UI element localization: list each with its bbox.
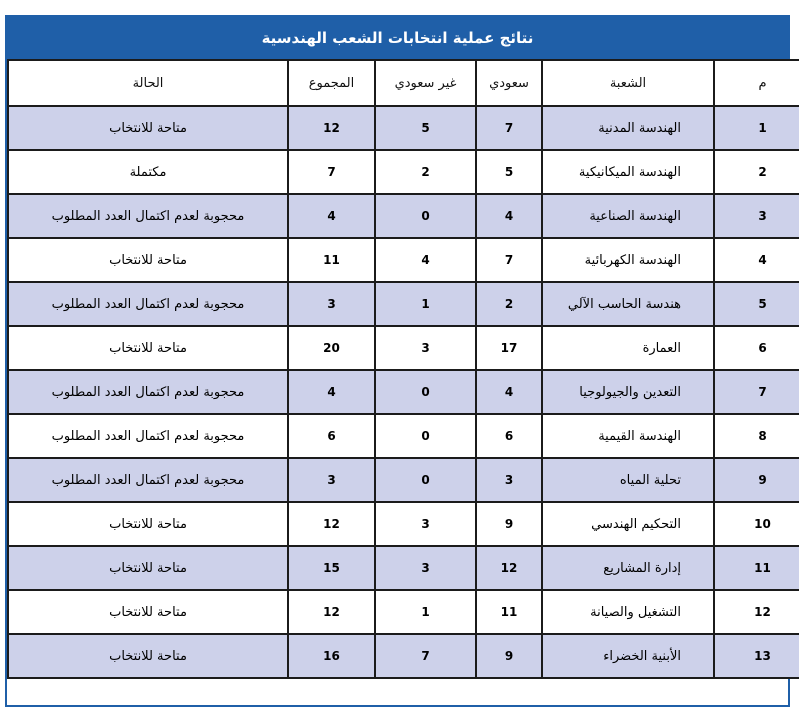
table-row <box>8 282 799 326</box>
table-row <box>8 634 799 678</box>
cell-division: هندسة الحاسب الآلي <box>542 282 714 326</box>
table-row <box>8 238 799 282</box>
cell-non-saudi: 0 <box>375 370 476 414</box>
cell-status: محجوبة لعدم اكتمال العدد المطلوب <box>8 194 288 238</box>
cell-non-saudi: 0 <box>375 458 476 502</box>
cell-division: الأبنية الخضراء <box>542 634 714 678</box>
cell-non-saudi: 3 <box>375 326 476 370</box>
cell-total: 7 <box>288 150 375 194</box>
table-row <box>8 502 799 546</box>
header-row <box>8 60 799 106</box>
results-table <box>7 59 799 679</box>
table-row <box>8 370 799 414</box>
cell-division: التحكيم الهندسي <box>542 502 714 546</box>
cell-saudi: 7 <box>476 238 542 282</box>
table-row <box>8 150 799 194</box>
cell-index: 4 <box>714 238 799 282</box>
cell-total: 4 <box>288 370 375 414</box>
cell-total: 11 <box>288 238 375 282</box>
table-row <box>8 106 799 150</box>
cell-status: محجوبة لعدم اكتمال العدد المطلوب <box>8 414 288 458</box>
cell-index: 5 <box>714 282 799 326</box>
cell-division: الهندسة المدنية <box>542 106 714 150</box>
cell-index: 6 <box>714 326 799 370</box>
cell-non-saudi: 0 <box>375 414 476 458</box>
cell-index: 10 <box>714 502 799 546</box>
cell-total: 12 <box>288 502 375 546</box>
cell-saudi: 9 <box>476 502 542 546</box>
table-row <box>8 326 799 370</box>
cell-division: التعدين والجيولوجيا <box>542 370 714 414</box>
cell-division: العمارة <box>542 326 714 370</box>
cell-index: 9 <box>714 458 799 502</box>
cell-non-saudi: 3 <box>375 546 476 590</box>
table-title: نتائج عملية انتخابات الشعب الهندسية <box>7 17 788 59</box>
cell-status: متاحة للانتخاب <box>8 634 288 678</box>
cell-non-saudi: 5 <box>375 106 476 150</box>
results-table-frame <box>5 15 790 707</box>
cell-total: 16 <box>288 634 375 678</box>
cell-status: متاحة للانتخاب <box>8 326 288 370</box>
cell-non-saudi: 4 <box>375 238 476 282</box>
cell-non-saudi: 7 <box>375 634 476 678</box>
cell-division: تحلية المياه <box>542 458 714 502</box>
cell-saudi: 3 <box>476 458 542 502</box>
cell-division: الهندسة الصناعية <box>542 194 714 238</box>
cell-division: إدارة المشاريع <box>542 546 714 590</box>
cell-division: الهندسة الميكانيكية <box>542 150 714 194</box>
cell-total: 4 <box>288 194 375 238</box>
cell-saudi: 5 <box>476 150 542 194</box>
cell-index: 12 <box>714 590 799 634</box>
cell-saudi: 6 <box>476 414 542 458</box>
cell-index: 3 <box>714 194 799 238</box>
cell-total: 3 <box>288 458 375 502</box>
cell-total: 20 <box>288 326 375 370</box>
cell-saudi: 2 <box>476 282 542 326</box>
cell-saudi: 7 <box>476 106 542 150</box>
cell-division: الهندسة القيمية <box>542 414 714 458</box>
cell-total: 6 <box>288 414 375 458</box>
header-index: م <box>714 60 799 106</box>
cell-status: مكتملة <box>8 150 288 194</box>
cell-status: متاحة للانتخاب <box>8 590 288 634</box>
cell-status: متاحة للانتخاب <box>8 546 288 590</box>
cell-status: محجوبة لعدم اكتمال العدد المطلوب <box>8 458 288 502</box>
cell-index: 13 <box>714 634 799 678</box>
cell-saudi: 4 <box>476 194 542 238</box>
header-status: الحالة <box>8 60 288 106</box>
cell-non-saudi: 0 <box>375 194 476 238</box>
table-row <box>8 414 799 458</box>
cell-saudi: 12 <box>476 546 542 590</box>
cell-non-saudi: 2 <box>375 150 476 194</box>
cell-saudi: 9 <box>476 634 542 678</box>
cell-index: 1 <box>714 106 799 150</box>
cell-total: 12 <box>288 590 375 634</box>
table-row <box>8 590 799 634</box>
table-body <box>8 106 799 678</box>
cell-index: 11 <box>714 546 799 590</box>
cell-total: 12 <box>288 106 375 150</box>
cell-index: 7 <box>714 370 799 414</box>
header-non-saudi: غير سعودي <box>375 60 476 106</box>
cell-status: متاحة للانتخاب <box>8 106 288 150</box>
cell-non-saudi: 3 <box>375 502 476 546</box>
table-row <box>8 458 799 502</box>
cell-total: 3 <box>288 282 375 326</box>
cell-status: متاحة للانتخاب <box>8 238 288 282</box>
cell-index: 2 <box>714 150 799 194</box>
cell-status: محجوبة لعدم اكتمال العدد المطلوب <box>8 282 288 326</box>
cell-saudi: 4 <box>476 370 542 414</box>
cell-total: 15 <box>288 546 375 590</box>
cell-non-saudi: 1 <box>375 282 476 326</box>
table-row <box>8 546 799 590</box>
cell-status: متاحة للانتخاب <box>8 502 288 546</box>
cell-status: محجوبة لعدم اكتمال العدد المطلوب <box>8 370 288 414</box>
cell-saudi: 17 <box>476 326 542 370</box>
cell-index: 8 <box>714 414 799 458</box>
header-division: الشعبة <box>542 60 714 106</box>
cell-division: التشغيل والصيانة <box>542 590 714 634</box>
header-total: المجموع <box>288 60 375 106</box>
cell-saudi: 11 <box>476 590 542 634</box>
table-row <box>8 194 799 238</box>
cell-non-saudi: 1 <box>375 590 476 634</box>
header-saudi: سعودي <box>476 60 542 106</box>
cell-division: الهندسة الكهربائية <box>542 238 714 282</box>
